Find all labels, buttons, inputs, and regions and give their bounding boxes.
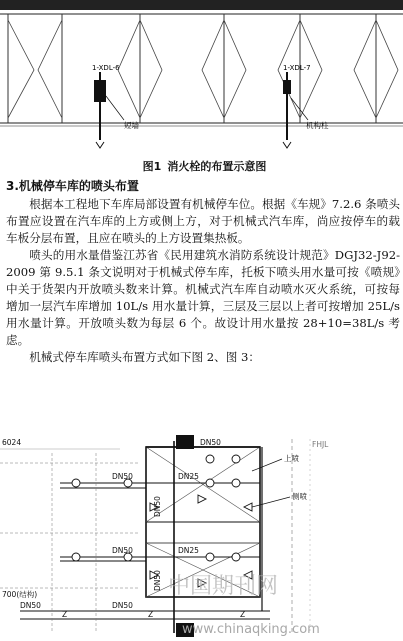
- hydrant-left-symbol: [94, 72, 124, 148]
- wall-label: 短墙: [124, 121, 139, 130]
- figure-1-caption: [0, 158, 403, 174]
- z-label-1: Z: [62, 610, 68, 619]
- dn50-label-branch-2: DN50: [112, 546, 133, 555]
- watermark-url: www.chinaqking.com: [182, 622, 320, 637]
- struct-note-label: 700(结构): [2, 590, 38, 599]
- paragraph-3: 机械式停车库喷头布置方式如下图 2、图 3：: [29, 350, 260, 364]
- dn50-label-branch-1: DN50: [112, 472, 133, 481]
- figure-2-drawing: [0, 433, 403, 641]
- dn25-label-2: DN25: [178, 546, 199, 555]
- hydrant-left-tag: 1-XDL-6: [92, 64, 120, 72]
- section-heading: 3.机械停车库的喷头布置: [6, 179, 139, 193]
- dn25-label-1: DN25: [178, 472, 199, 481]
- watermark-cn: 中国期刊网: [168, 574, 279, 599]
- top-sprinkler-label: 上喷: [284, 454, 299, 463]
- figure-1-drawing: [0, 0, 403, 155]
- z-label-2: Z: [148, 610, 154, 619]
- dn50-label-left: DN50: [20, 601, 41, 610]
- hydrant-right-symbol: [283, 72, 308, 148]
- figure-1-number: 图1: [142, 160, 162, 173]
- dn50-label-bottom: DN50: [112, 601, 133, 610]
- column-label: 机构柱: [306, 121, 329, 130]
- paragraph-1: 根据本工程地下车库局部设置有机械停车位。根据《车规》7.2.6 条喷头布置应设置在汽车库的上方或侧上方，对于机械式汽车库，尚应按停车的载车板分层布置，且应在喷头的上方设置集热板。: [6, 197, 400, 245]
- paragraph-2: 喷头的用水量借鉴江苏省《民用建筑水消防系统设计规范》DGJ32-J92-2009 第 9.5.1 条文说明对于机械式停车库，托板下喷头用水量可按《喷规》中关于货架内开放喷头数来计算。机械式汽车库自动喷水灭火系统，可按每增加一层汽车库增加 10L/s 用水量计算，三层及三层以上者可按增加 25L/s 用水量计算。开放喷头数为每层 6 个。故设计用水量按 28+10=38L/s 考虑。: [6, 248, 400, 347]
- dn50-label-top: DN50: [200, 438, 221, 447]
- right-tag-label: FHJL: [312, 440, 329, 449]
- z-label-3: Z: [240, 610, 246, 619]
- article-body: [6, 178, 400, 366]
- figure-1-title: 消火栓的布置示意图: [167, 160, 267, 173]
- dim-left-label: 6024: [2, 438, 22, 447]
- dn50-vertical-label-2: DN50: [153, 570, 162, 591]
- dn50-vertical-label-1: DN50: [153, 496, 162, 517]
- hydrant-right-tag: 1-XDL-7: [283, 64, 311, 72]
- side-sprinkler-label: 侧喷: [292, 492, 307, 501]
